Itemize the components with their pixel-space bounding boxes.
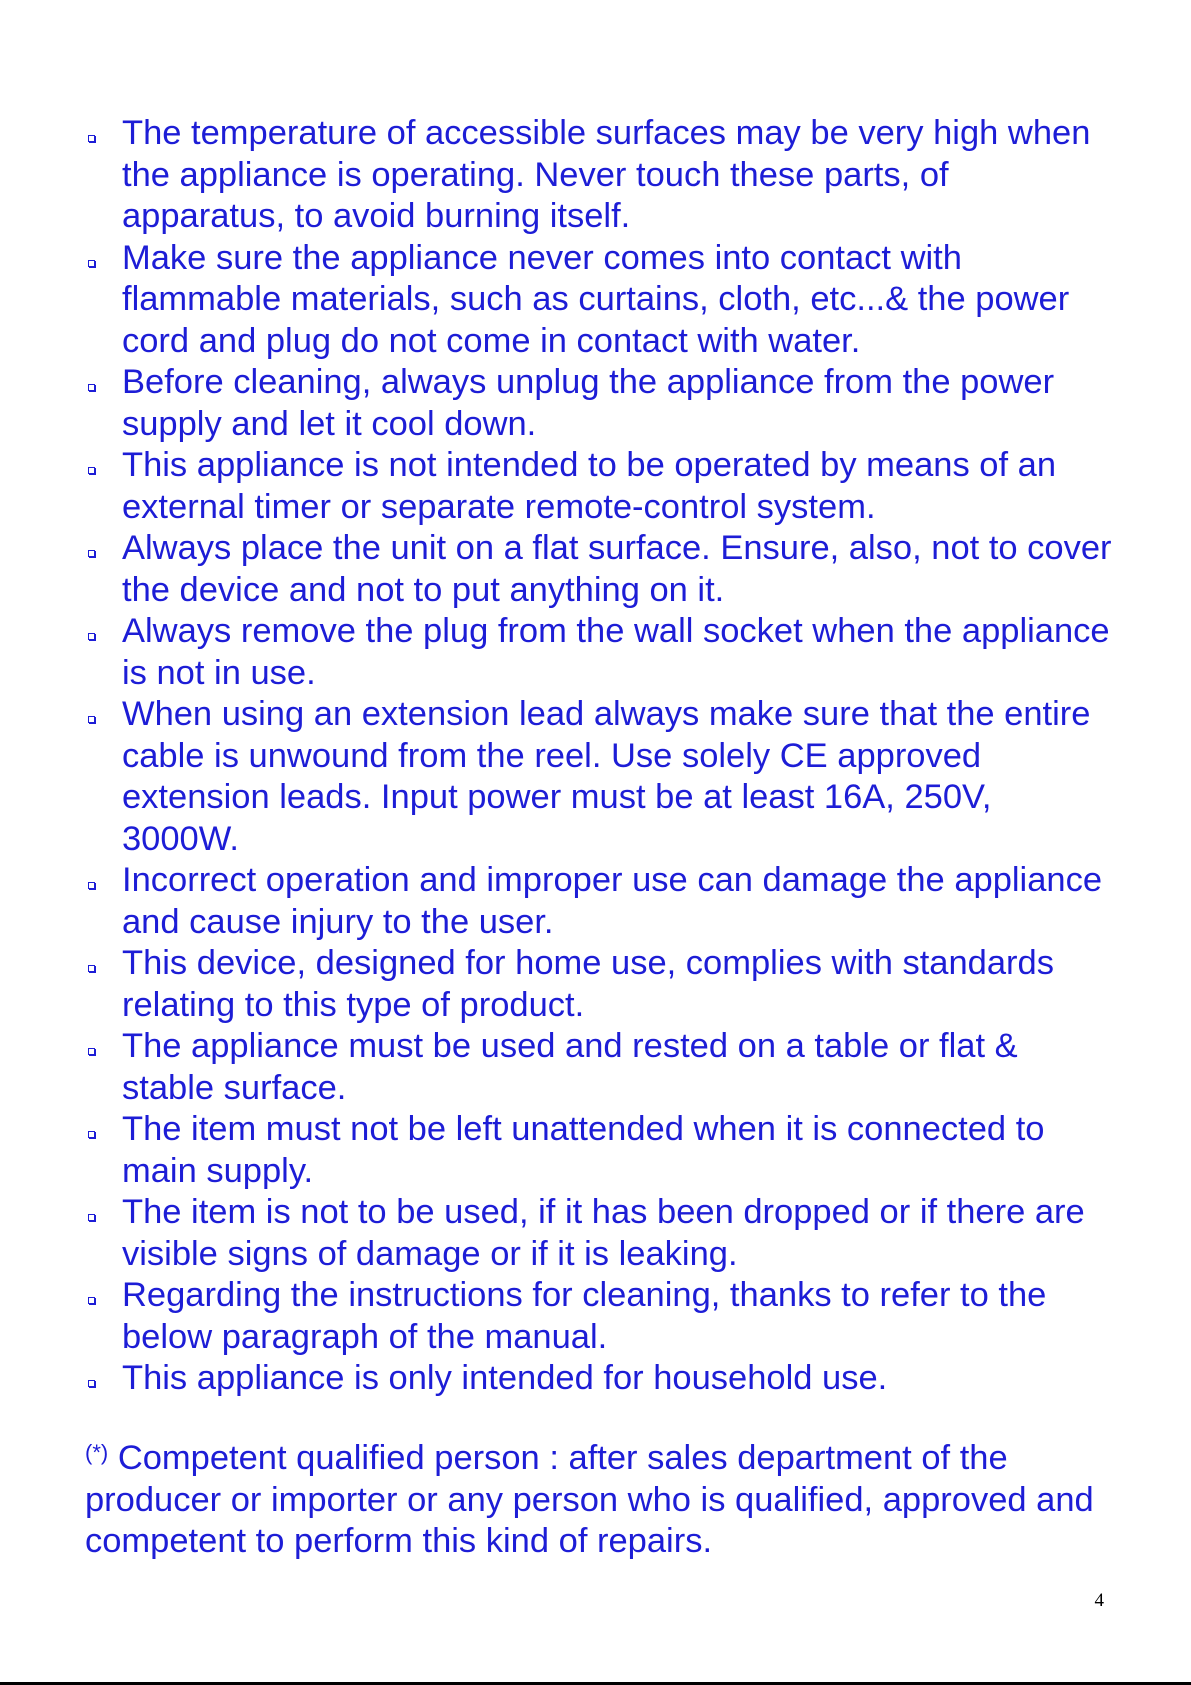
square-bullet-icon [88,633,95,640]
square-bullet-icon [88,550,95,557]
instruction-text: The appliance must be used and rested on a table or flat & stable surface. [122,1027,1018,1107]
list-item [85,445,1115,528]
instruction-text: Regarding the instructions for cleaning, thanks to refer to the below paragraph of the manual. [122,1276,1047,1356]
square-bullet-icon [88,260,95,267]
square-bullet-icon [88,1131,95,1138]
instruction-text: When using an extension lead always make sure that the entire cable is unwound from the reel. Use solely CE approved extension leads. Input power must be at least 16A, 250V, 3000W. [122,695,1091,858]
list-item [85,694,1115,860]
list-item [85,1275,1115,1358]
instruction-text: Incorrect operation and improper use can damage the appliance and cause injury to the user. [122,861,1103,941]
square-bullet-icon [88,882,95,889]
list-item [85,113,1115,238]
instruction-text: The item must not be left unattended when it is connected to main supply. [122,1110,1045,1190]
list-item [85,238,1115,363]
list-item [85,362,1115,445]
square-bullet-icon [88,1214,95,1221]
instruction-text: The item is not to be used, if it has been dropped or if there are visible signs of damage or if it is leaking. [122,1193,1085,1273]
square-bullet-icon [88,716,95,723]
square-bullet-icon [88,1048,95,1055]
list-item [85,528,1115,611]
instruction-text: Before cleaning, always unplug the appliance from the power supply and let it cool down. [122,363,1055,443]
instruction-text: This device, designed for home use, complies with standards relating to this type of product. [122,944,1054,1024]
safety-instructions-list [85,113,1115,1400]
page-number: 4 [1094,1590,1104,1611]
list-item [85,1192,1115,1275]
instruction-text: Always remove the plug from the wall socket when the appliance is not in use. [122,612,1110,692]
list-item [85,611,1115,694]
instruction-text: This appliance is not intended to be operated by means of an external timer or separate remote-control system. [122,446,1057,526]
footnote [85,1438,1125,1563]
square-bullet-icon [88,1297,95,1304]
instruction-text: Always place the unit on a flat surface. Ensure, also, not to cover the device and not to put anything on it. [122,529,1112,609]
footnote-marker: (*) [85,1440,109,1465]
square-bullet-icon [88,135,95,142]
instruction-text: The temperature of accessible surfaces may be very high when the appliance is operating. Never touch these parts, of apparatus, to avoid burning itself. [122,114,1091,235]
instruction-text: Make sure the appliance never comes into contact with flammable materials, such as curtains, cloth, etc...& the power cord and plug do not come in contact with water. [122,238,1070,360]
footnote-text: Competent qualified person : after sales department of the producer or importer or any person who is qualified, approved and competent to perform this kind of repairs. [85,1439,1094,1560]
square-bullet-icon [88,1380,95,1387]
square-bullet-icon [88,965,95,972]
list-item [85,1026,1115,1109]
square-bullet-icon [88,384,95,391]
square-bullet-icon [88,467,95,474]
list-item [85,1358,1115,1400]
list-item [85,860,1115,943]
list-item [85,1109,1115,1192]
list-item [85,943,1115,1026]
instruction-text: This appliance is only intended for household use. [122,1359,888,1397]
